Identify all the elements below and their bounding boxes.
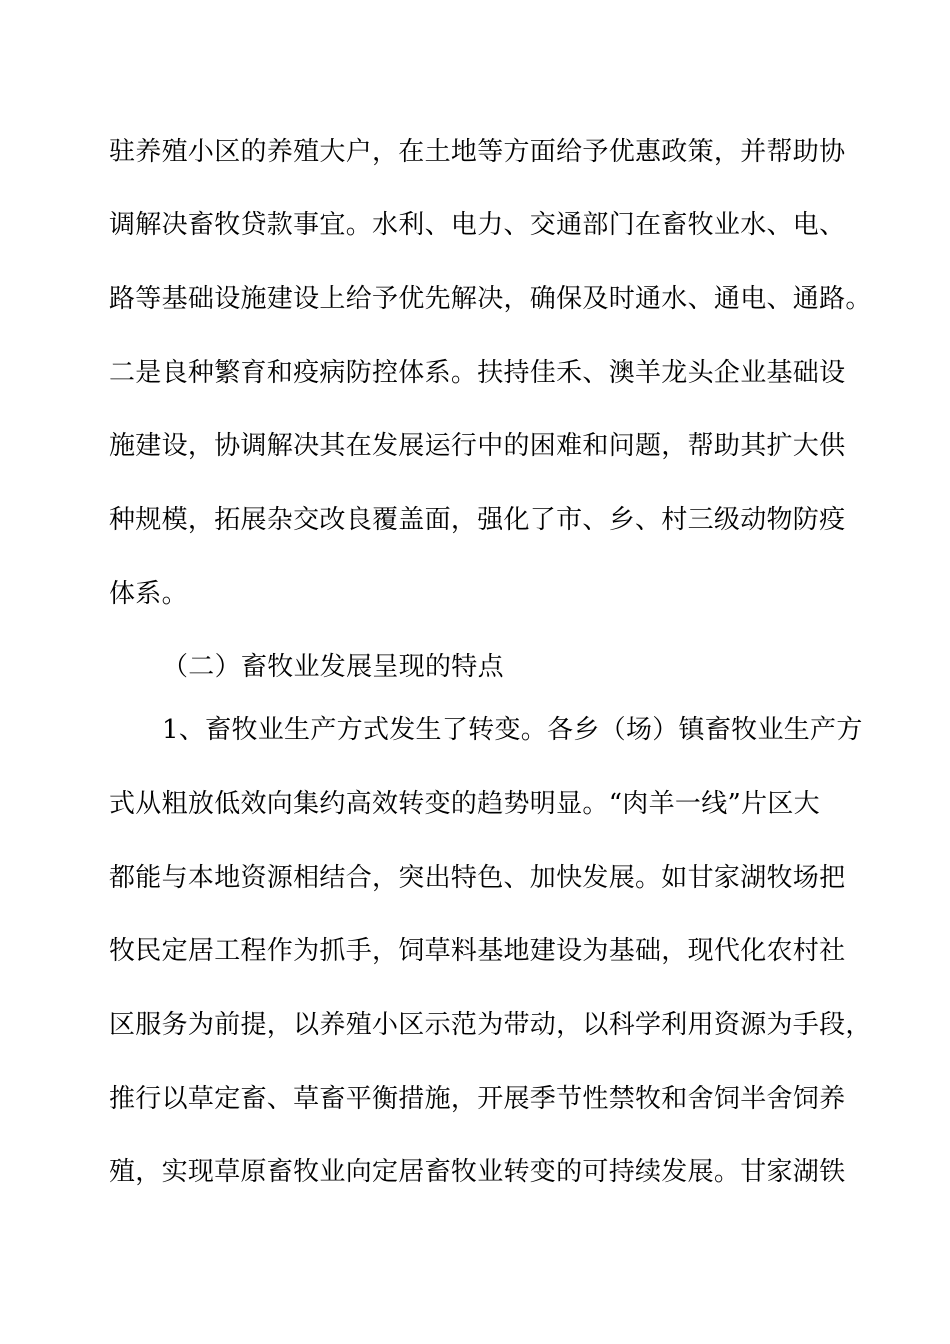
paragraph-line: 调解决畜牧贷款事宜。水利、电力、交通部门在畜牧业水、电、 bbox=[109, 210, 846, 240]
paragraph-line: 驻养殖小区的养殖大户，在土地等方面给予优惠政策，并帮助协 bbox=[109, 137, 846, 167]
paragraph-line: 路等基础设施建设上给予优先解决，确保及时通水、通电、通路。 bbox=[109, 284, 872, 314]
paragraph-line: 式从粗放低效向集约高效转变的趋势明显。“肉羊一线”片区大 bbox=[109, 789, 820, 819]
paragraph-line: 推行以草定畜、草畜平衡措施，开展季节性禁牧和舍饲半舍饲养 bbox=[109, 1084, 846, 1114]
paragraph-line: 区服务为前提，以养殖小区示范为带动，以科学利用资源为手段， bbox=[109, 1010, 872, 1040]
paragraph-line: 种规模，拓展杂交改良覆盖面，强化了市、乡、村三级动物防疫 bbox=[109, 505, 846, 535]
paragraph-line: 体系。 bbox=[109, 579, 188, 609]
paragraph-line: 1、畜牧业生产方式发生了转变。各乡（场）镇畜牧业生产方 bbox=[162, 715, 863, 745]
paragraph-line: 都能与本地资源相结合，突出特色、加快发展。如甘家湖牧场把 bbox=[109, 863, 846, 893]
paragraph-line: 二是良种繁育和疫病防控体系。扶持佳禾、澳羊龙头企业基础设 bbox=[109, 358, 846, 388]
paragraph-line: 殖，实现草原畜牧业向定居畜牧业转变的可持续发展。甘家湖铁 bbox=[109, 1157, 846, 1187]
section-heading: （二）畜牧业发展呈现的特点 bbox=[162, 652, 504, 682]
paragraph-line: 牧民定居工程作为抓手，饲草料基地建设为基础，现代化农村社 bbox=[109, 936, 846, 966]
paragraph-line: 施建设，协调解决其在发展运行中的困难和问题，帮助其扩大供 bbox=[109, 431, 846, 461]
